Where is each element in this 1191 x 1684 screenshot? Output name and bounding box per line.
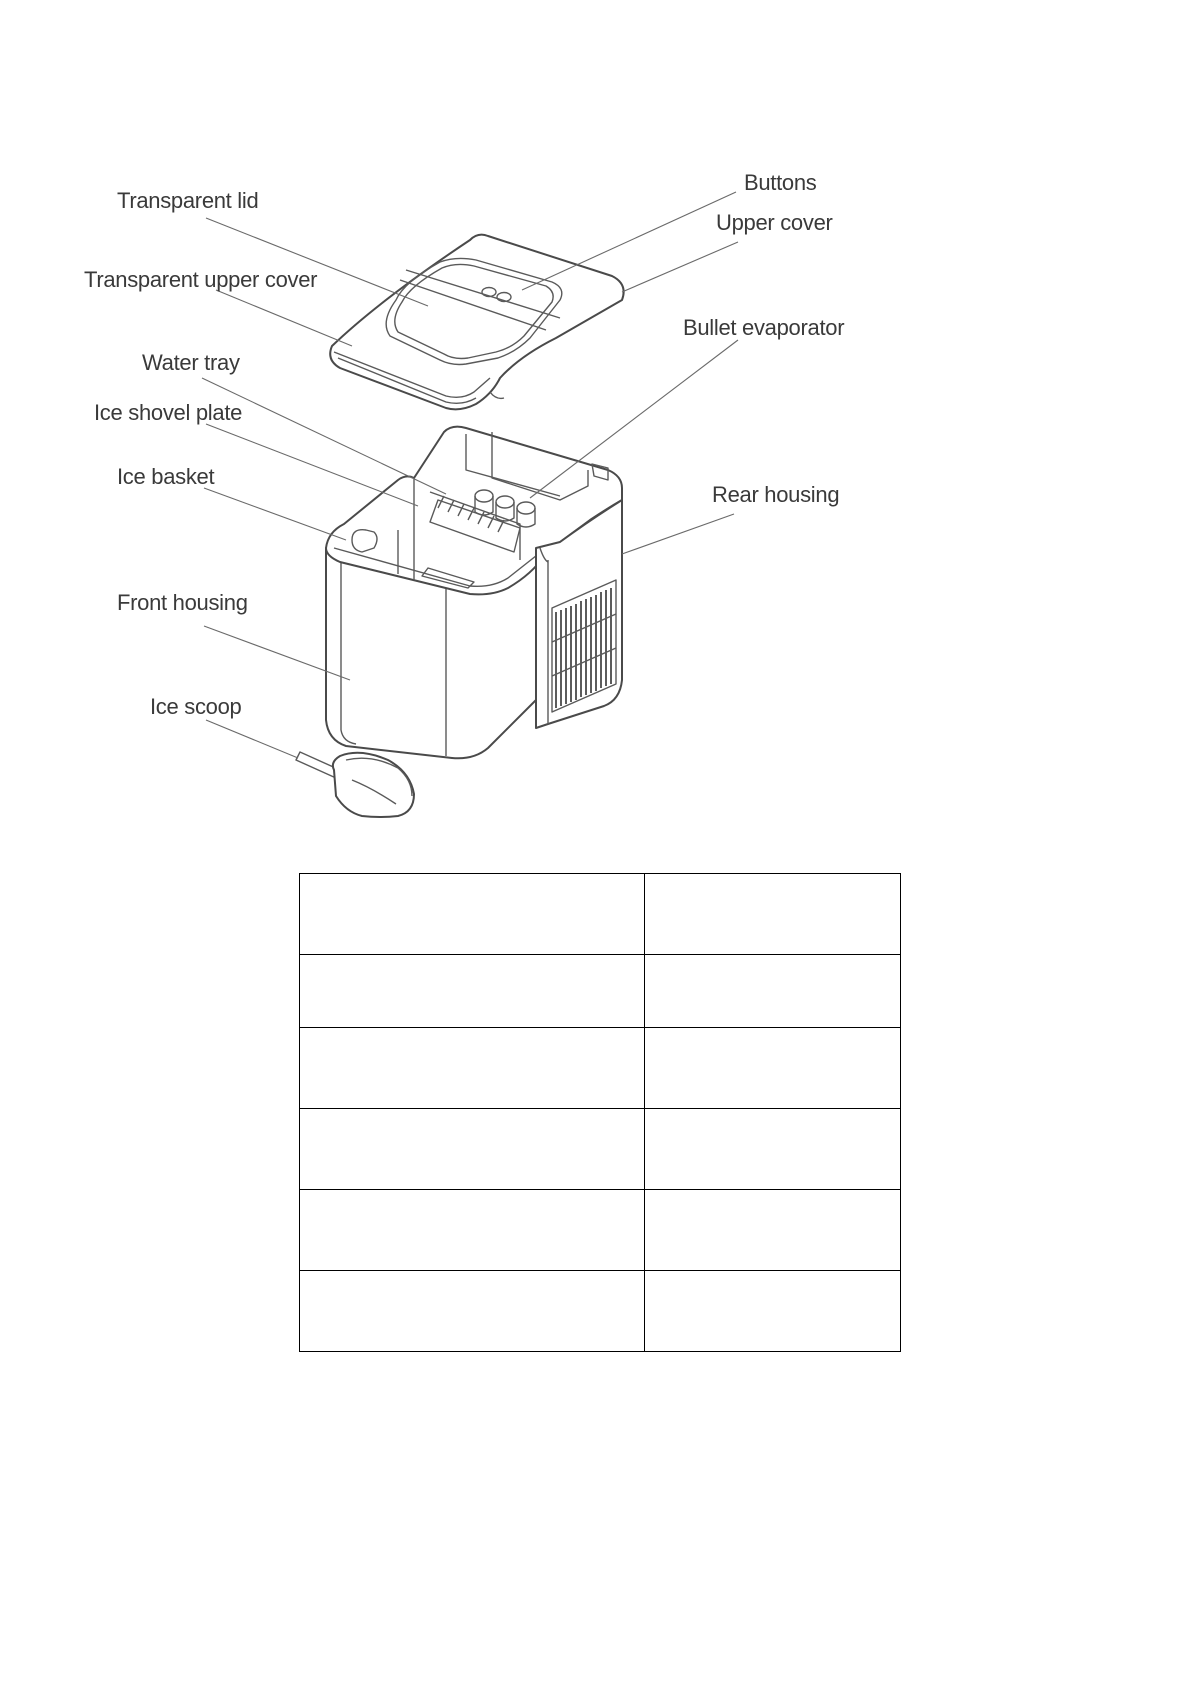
- table-cell: [300, 1109, 645, 1190]
- table-row: [300, 1271, 901, 1352]
- table-row: [300, 1028, 901, 1109]
- label-rear-housing: Rear housing: [712, 482, 840, 507]
- upper-cover-assembly: [330, 235, 623, 410]
- label-transparent-lid: Transparent lid: [117, 188, 259, 213]
- label-bullet-evaporator: Bullet evaporator: [683, 315, 845, 340]
- table-cell: [300, 1190, 645, 1271]
- table-cell: [645, 1271, 901, 1352]
- label-transparent-upper-cover: Transparent upper cover: [84, 267, 318, 292]
- table-cell: [300, 1271, 645, 1352]
- table-cell: [300, 1028, 645, 1109]
- table-cell: [300, 955, 645, 1028]
- label-buttons: Buttons: [744, 170, 817, 195]
- label-upper-cover: Upper cover: [716, 210, 833, 235]
- label-ice-shovel-plate: Ice shovel plate: [94, 400, 243, 425]
- table-row: [300, 1190, 901, 1271]
- label-ice-scoop: Ice scoop: [150, 694, 242, 719]
- ice-scoop-shape: [296, 752, 414, 817]
- label-water-tray: Water tray: [142, 350, 240, 375]
- table-cell: [645, 1109, 901, 1190]
- label-front-housing: Front housing: [117, 590, 248, 615]
- table-row: [300, 874, 901, 955]
- table-cell: [645, 1028, 901, 1109]
- table-row: [300, 1109, 901, 1190]
- parts-table: [299, 873, 901, 1352]
- table-cell: [645, 874, 901, 955]
- table-cell: [645, 955, 901, 1028]
- ice-maker-body: [326, 427, 622, 759]
- table-cell: [645, 1190, 901, 1271]
- label-ice-basket: Ice basket: [117, 464, 215, 489]
- table-row: [300, 955, 901, 1028]
- table-cell: [300, 874, 645, 955]
